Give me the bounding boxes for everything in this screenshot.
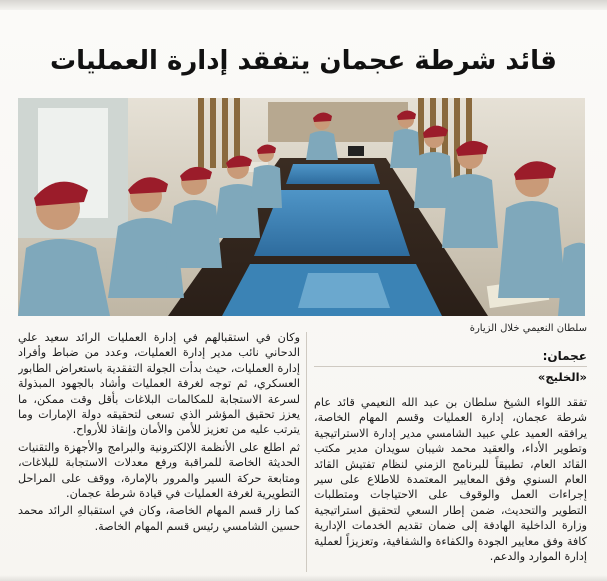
article-paragraph: وكان في استقبالهم في إدارة العمليات الرائد سعيد علي الدحاني نائب مدير إدارة العمليات، وعدد من ضباط وأفراد إدارة العمليات، حيث بدأت الجولة التفقدية باستعراض الطابور العسكري، ثم توجه لغرفة العمليات وأشاد بالجهود المبذولة لسرعة الاستجابة للمكالمات البلاغات بأقل وقت ممكن، ما يعزز تحقيق المؤشر الذي تسعى لتحقيقه دولة الإمارات وما يترتب عليه من تعزيز للأمن والأمان وإنقاذ للأرواح. [18,331,300,437]
page-bottom-edge [0,575,607,581]
column-divider [306,332,307,572]
article-paragraph: كما زار قسم المهام الخاصة، وكان في استقبالهِ الرائد محمد حسين الشامسي رئيس قسم المهام الخاصة. [18,504,300,533]
meeting-room-photo [18,98,585,316]
article-paragraph: ثم اطلع على الأنظمة الإلكترونية والبرامج والأجهزة والتقنيات الحديثة الخاصة للمراقبة ورفع معدلات الاستجابة للبلاغات، ومتابعة حركة السير والمرور بالإمارة، ووقف على المراحل التطويرية لغرفة العمليات في قيادة شرطة عجمان. [18,440,300,501]
article-photo [18,98,585,316]
article-source: «الخليج» [537,370,587,384]
article-column-left [18,330,300,580]
article-column-right [314,395,587,580]
article-paragraph: تفقد اللواء الشيخ سلطان بن عبد الله النعيمي قائد عام شرطة عجمان، إدارة العمليات وقسم المهام الخاصة، يرافقه العميد علي عبيد الشامسي مدير إدارة الاستراتيجية وتطوير الأداء، والعقيد محمد شيبان سويدان مدير مكتب القائد العام، تطبيقاً للبرنامج الزمني لنظام تفتيش القائد العام السنوي وفق المعايير المعتمدة للاطلاع على سير إجراءات العمل والوقوف على الاحتياجات ومتطلبات التطوير والتحديث، ضمن إطار السعي لتحقيق استراتيجية وزارة الداخلية الهادفة إلى ضمان تقديم الخدمات الإدارية كافة وفق معايير الجودة والكفاءة والشفافية، وتعزيزاً لعملية إدارة الموارد والدعم. [314,396,587,564]
article-dateline: عجمان: [542,349,587,363]
torn-top-edge [0,0,607,10]
photo-caption: سلطان النعيمي خلال الزيارة [469,323,587,334]
article-headline: قائد شرطة عجمان يتفقد إدارة العمليات [50,46,557,76]
dateline-rule [314,366,587,367]
